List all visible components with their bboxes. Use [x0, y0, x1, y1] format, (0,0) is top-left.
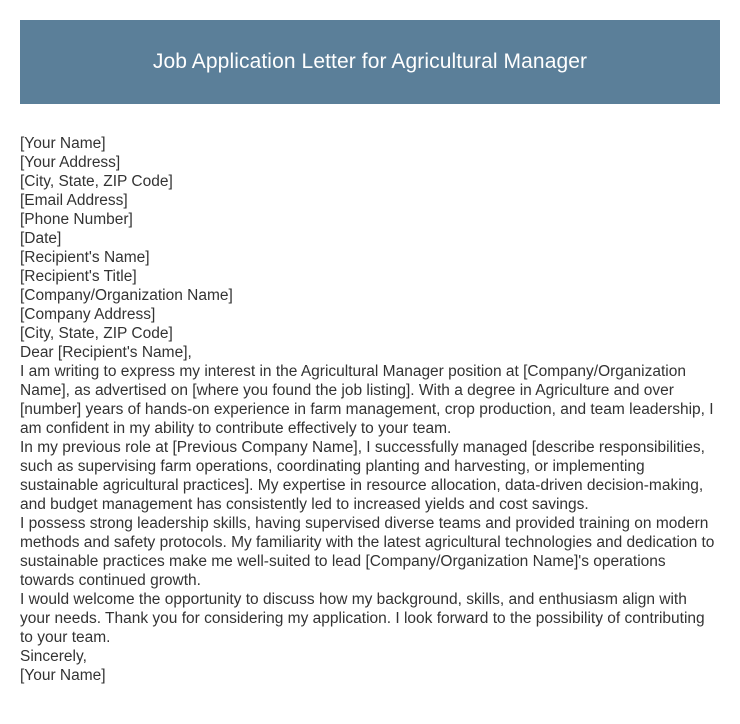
letter-body — [20, 134, 720, 685]
body-paragraph: I am writing to express my interest in the Agricultural Manager position at [Company/Organization Name], as advertised on [where you found the job listing]. With a degree in Agriculture and over [number] years of hands-on experience in farm management, crop production, and team leadership, I am confident in my ability to contribute effectively to your team. — [20, 363, 714, 437]
body-paragraph: I possess strong leadership skills, having supervised diverse teams and provided training on modern methods and safety protocols. My familiarity with the latest agricultural technologies and dedication to sustainable practices make me well-suited to lead [Company/Organization Name]'s operations towards continued growth. — [20, 515, 715, 589]
sender-phone: [Phone Number] — [20, 211, 133, 228]
recipient-title: [Recipient's Title] — [20, 268, 137, 285]
recipient-address: [Company Address] — [20, 306, 156, 323]
sender-city-state-zip: [City, State, ZIP Code] — [20, 173, 173, 190]
recipient-company: [Company/Organization Name] — [20, 287, 233, 304]
sender-name: [Your Name] — [20, 135, 106, 152]
body-paragraph: I would welcome the opportunity to discuss how my background, skills, and enthusiasm align with your needs. Thank you for considering my application. I look forward to the possibility of contributing to your team. — [20, 591, 705, 646]
recipient-name: [Recipient's Name] — [20, 249, 150, 266]
closing: Sincerely, — [20, 648, 87, 665]
salutation: Dear [Recipient's Name], — [20, 344, 192, 361]
letter-date: [Date] — [20, 230, 62, 247]
title-banner — [20, 20, 720, 104]
page-title: Job Application Letter for Agricultural Manager — [152, 50, 588, 73]
recipient-city-state-zip: [City, State, ZIP Code] — [20, 325, 173, 342]
sender-address: [Your Address] — [20, 154, 121, 171]
signature: [Your Name] — [20, 667, 106, 684]
body-paragraph: In my previous role at [Previous Company Name], I successfully managed [describe responsibilities, such as supervising farm operations, coordinating planting and harvesting, or implementing sustainable agricultural practices]. My expertise in resource allocation, data-driven decision-making, and budget management has consistently led to increased yields and cost savings. — [20, 439, 705, 513]
sender-email: [Email Address] — [20, 192, 128, 209]
